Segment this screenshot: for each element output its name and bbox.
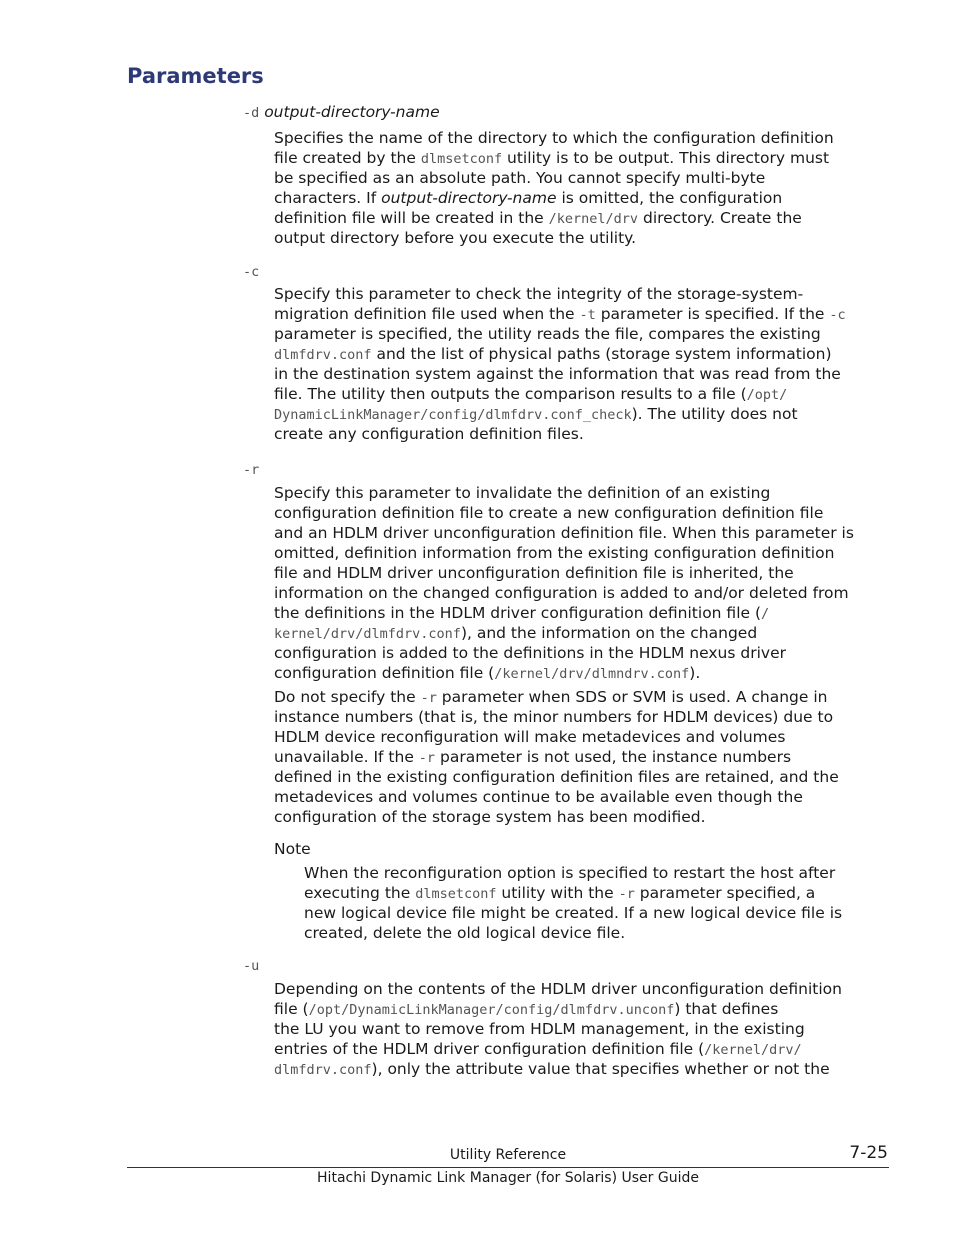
text-run: and the list of physical paths (storage system information): [371, 345, 832, 363]
text-run: configuration is added to the definitions in the HDLM nexus driver: [274, 644, 786, 662]
code-run: /kernel/drv/dlmndrv.conf: [494, 666, 690, 682]
text-run: parameter specified, a: [634, 884, 816, 902]
code-run: /: [761, 606, 770, 622]
text-run: the definitions in the HDLM driver configuration definition file (: [274, 604, 762, 622]
text-run: configuration definition file to create a new configuration definition file: [274, 504, 824, 522]
text-run: new logical device file might be created. If a new logical device file is: [304, 904, 843, 922]
param-r-caution: [274, 687, 894, 827]
param-d-term: [243, 102, 440, 123]
code-run: /opt/: [746, 387, 788, 403]
param-c-term: [243, 261, 259, 282]
text-line: [274, 344, 894, 364]
code-run: /kernel/drv: [548, 211, 639, 227]
param-u-flag: -u: [243, 958, 260, 974]
text-line: [274, 603, 894, 623]
text-run: the LU you want to remove from HDLM management, in the existing: [274, 1020, 805, 1038]
text-run: executing the: [304, 884, 416, 902]
text-line: [304, 863, 894, 883]
text-run: in the destination system against the information that was read from the: [274, 365, 841, 383]
code-run: DynamicLinkManager/config/dlmfdrv.conf_check: [274, 407, 632, 423]
param-u-description: [274, 979, 894, 1079]
text-run: utility is to be output. This directory must: [502, 149, 830, 167]
text-line: [274, 168, 894, 188]
footer-section-title: Utility Reference: [449, 1147, 567, 1163]
text-run: ), and the information on the changed: [460, 624, 758, 642]
note-label: Note: [274, 840, 311, 858]
text-run: parameter when SDS or SVM is used. A change in: [436, 688, 828, 706]
text-run: omitted, definition information from the existing configuration definition: [274, 544, 835, 562]
text-run: migration definition file used when the: [274, 305, 580, 323]
text-run: Specify this parameter to invalidate the definition of an existing: [274, 484, 771, 502]
text-line: [274, 623, 894, 643]
text-run: entries of the HDLM driver configuration definition file (: [274, 1040, 705, 1058]
code-run: /kernel/drv/: [704, 1042, 802, 1058]
text-line: [274, 503, 894, 523]
text-run: metadevices and volumes continue to be available even though the: [274, 788, 803, 806]
text-run: parameter is specified. If the: [595, 305, 830, 323]
param-c-description: [274, 284, 894, 444]
code-run: -r: [418, 750, 436, 766]
text-line: [274, 747, 894, 767]
text-line: [274, 523, 894, 543]
text-line: [274, 1059, 894, 1079]
param-c-flag: -c: [243, 264, 260, 280]
text-run: configuration of the storage system has been modified.: [274, 808, 706, 826]
text-line: [274, 643, 894, 663]
text-line: [274, 324, 894, 344]
text-run: definition file will be created in the: [274, 209, 549, 227]
code-run: -t: [579, 307, 596, 323]
text-run: instance numbers (that is, the minor numbers for HDLM devices) due to: [274, 708, 834, 726]
text-line: [274, 999, 894, 1019]
text-line: [274, 687, 894, 707]
note-body: [304, 863, 894, 943]
text-line: [274, 707, 894, 727]
text-run: ), only the attribute value that specifies whether or not the: [371, 1060, 830, 1078]
text-run: create any configuration definition files.: [274, 425, 584, 443]
text-line: [274, 1019, 894, 1039]
text-run: ). The utility does not: [631, 405, 798, 423]
code-run: kernel/drv/dlmfdrv.conf: [274, 626, 461, 642]
param-d-arg: output-directory-name: [264, 103, 440, 121]
code-run: -c: [829, 307, 846, 323]
param-d-flag: -d: [243, 105, 260, 121]
text-line: [274, 284, 894, 304]
text-line: [274, 424, 894, 444]
text-run: unavailable. If the: [274, 748, 419, 766]
text-run: Do not specify the: [274, 688, 421, 706]
text-line: [274, 148, 894, 168]
text-line: [304, 923, 894, 943]
code-run: dlmsetconf: [420, 151, 503, 167]
section-heading: Parameters: [127, 64, 264, 88]
text-line: [274, 767, 894, 787]
footer-guide-title: Hitachi Dynamic Link Manager (for Solaris) User Guide: [317, 1170, 699, 1186]
param-u-term: [243, 955, 259, 976]
text-line: [274, 807, 894, 827]
text-line: [304, 883, 894, 903]
text-line: [274, 304, 894, 324]
text-run: file created by the: [274, 149, 421, 167]
code-run: dlmfdrv.conf: [274, 1062, 372, 1078]
code-run: dlmfdrv.conf: [274, 347, 372, 363]
text-run: directory. Create the: [638, 209, 802, 227]
code-run: dlmsetconf: [415, 886, 497, 902]
text-run: file (: [274, 1000, 309, 1018]
text-run: HDLM device reconfiguration will make metadevices and volumes: [274, 728, 786, 746]
text-run: utility with the: [496, 884, 619, 902]
text-run: created, delete the old logical device file.: [304, 924, 626, 942]
text-run: When the reconfiguration option is specified to restart the host after: [304, 864, 836, 882]
text-line: [274, 727, 894, 747]
text-line: [274, 364, 894, 384]
text-line: [274, 1039, 894, 1059]
text-run: file and HDLM driver unconfiguration definition file is inherited, the: [274, 564, 794, 582]
text-line: [274, 208, 894, 228]
text-run: Specify this parameter to check the integrity of the storage-system-: [274, 285, 804, 303]
text-line: [274, 228, 894, 248]
text-run: file. The utility then outputs the comparison results to a file (: [274, 385, 747, 403]
text-run: and an HDLM driver unconfiguration definition file. When this parameter is: [274, 524, 854, 542]
text-line: [274, 583, 894, 603]
text-run: Specifies the name of the directory to which the configuration definition: [274, 129, 834, 147]
text-line: [274, 404, 894, 424]
param-r-flag: -r: [243, 462, 260, 478]
text-line: [304, 903, 894, 923]
text-run: information on the changed configuration is added to and/or deleted from: [274, 584, 849, 602]
text-line: [274, 663, 894, 683]
param-d-description: [274, 128, 894, 248]
text-line: [274, 543, 894, 563]
text-run: ) that defines: [674, 1000, 779, 1018]
param-r-term: [243, 459, 259, 480]
text-run: characters. If: [274, 189, 382, 207]
text-line: [274, 483, 894, 503]
page-number: 7-25: [849, 1143, 888, 1163]
text-run: ).: [689, 664, 701, 682]
text-line: [274, 563, 894, 583]
text-run: is omitted, the configuration: [556, 189, 783, 207]
text-run: output directory before you execute the utility.: [274, 229, 637, 247]
code-run: -r: [420, 690, 437, 706]
text-run: be specified as an absolute path. You cannot specify multi-byte: [274, 169, 766, 187]
text-line: [274, 787, 894, 807]
text-line: [274, 128, 894, 148]
text-run: defined in the existing configuration definition files are retained, and the: [274, 768, 839, 786]
text-line: [274, 979, 894, 999]
code-run: -r: [618, 886, 635, 902]
param-r-description: [274, 483, 894, 683]
footer-divider: [127, 1167, 889, 1168]
emphasis-run: output-directory-name: [381, 189, 557, 207]
text-run: parameter is specified, the utility reads the file, compares the existing: [274, 325, 821, 343]
text-line: [274, 384, 894, 404]
text-run: Depending on the contents of the HDLM driver unconfiguration definition: [274, 980, 842, 998]
text-run: configuration definition file (: [274, 664, 495, 682]
text-run: parameter is not used, the instance numbers: [435, 748, 792, 766]
code-run: /opt/DynamicLinkManager/config/dlmfdrv.unconf: [308, 1002, 675, 1018]
text-line: [274, 188, 894, 208]
